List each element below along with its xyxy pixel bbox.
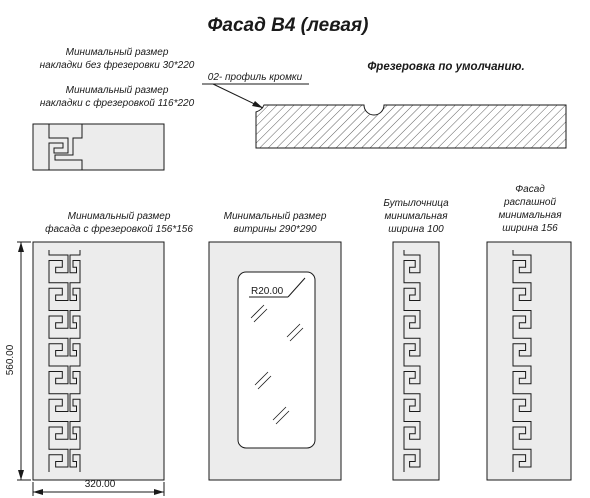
min-overlay-no-milling-line2: накладки без фрезеровки 30*220	[39, 60, 195, 71]
edge-profile-label: 02- профиль кромки	[207, 72, 303, 83]
min-facade-line2: фасада с фрезеровкой 156*156	[45, 224, 193, 235]
swing-facade-line3: минимальная	[498, 210, 562, 221]
min-overlay-with-milling-line1: Минимальный размер	[65, 85, 169, 96]
edge-profile-section	[256, 105, 566, 148]
bottle-holder-line1: Бутылочница	[383, 198, 449, 209]
radius-label: R20.00	[251, 286, 284, 297]
bottle-holder-panel	[393, 242, 439, 480]
min-overlay-no-milling-line1: Минимальный размер	[65, 47, 169, 58]
page-title: Фасад В4 (левая)	[207, 15, 369, 36]
bottle-holder-line2: минимальная	[384, 211, 448, 222]
showcase-glass	[238, 272, 315, 448]
min-showcase-line2: витрины 290*290	[233, 224, 317, 235]
swing-facade-line2: распашной	[503, 197, 557, 208]
height-dimension-label: 560.00	[5, 344, 16, 376]
width-dimension-label: 320.00	[84, 479, 116, 490]
default-milling-label: Фрезеровка по умолчанию.	[367, 61, 525, 73]
facade-panel	[33, 242, 164, 480]
overlay-milling-sample	[33, 124, 164, 170]
height-dimension	[17, 242, 31, 480]
edge-profile-leader	[202, 84, 309, 108]
swing-facade-line1: Фасад	[515, 184, 545, 195]
min-showcase-line1: Минимальный размер	[223, 211, 327, 222]
min-overlay-with-milling-line2: накладки с фрезеровкой 116*220	[39, 98, 195, 109]
bottle-holder-line3: ширина 100	[388, 224, 444, 235]
swing-facade-panel	[487, 242, 571, 480]
min-facade-line1: Минимальный размер	[67, 211, 171, 222]
swing-facade-line4: ширина 156	[502, 223, 558, 234]
